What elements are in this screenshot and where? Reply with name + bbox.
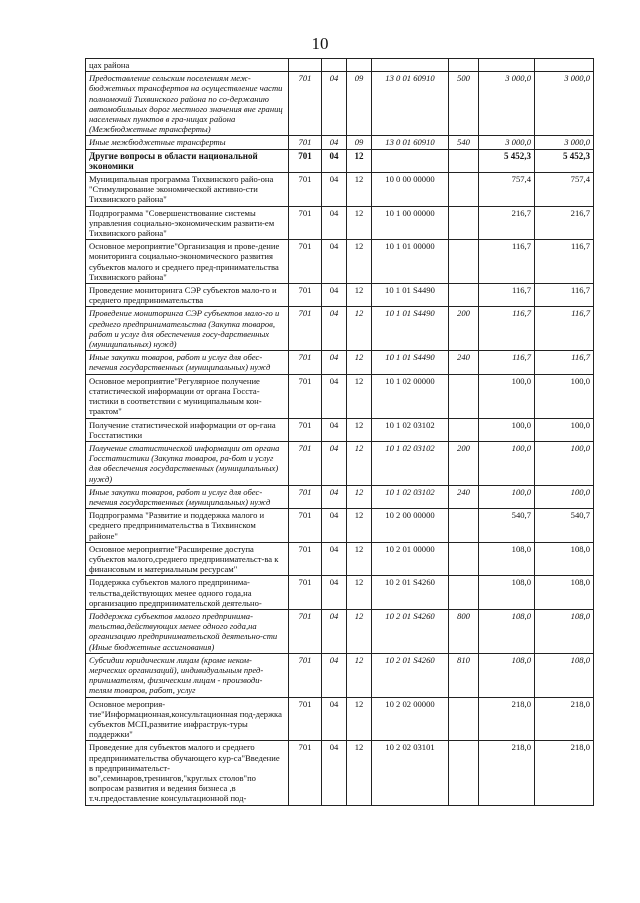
- row-rz-cell: 04: [322, 609, 347, 653]
- row-sum-2-cell: 108,0: [535, 542, 594, 576]
- row-cs-cell: 10 1 02 00000: [372, 374, 449, 418]
- row-sum-1-cell: 116,7: [479, 351, 535, 374]
- row-rz-cell: 04: [322, 741, 347, 805]
- table-row: [86, 173, 594, 207]
- row-pr-cell: 12: [347, 206, 372, 240]
- row-sum-2-cell: 116,7: [535, 351, 594, 374]
- row-gr-cell: 701: [289, 136, 322, 149]
- table-row: [86, 59, 594, 72]
- row-rz-cell: 04: [322, 149, 347, 172]
- row-name-cell: Основное мероприятие"Организация и прове-дение мониторинга социально-экономического развития субъектов малого и среднего пред-принимательства Тихвинского района": [86, 240, 289, 284]
- row-vr-cell: [449, 173, 479, 207]
- row-name-cell: Основное мероприя-тие"Информационная,консультационная под-держка субъектов МСП,развитие инфраструк-туры поддержки": [86, 697, 289, 741]
- row-name-cell: Получение статистической информации от органа Госстатистики (Закупка товаров, ра-бот и услуг для обеспечения государственных (муниципальных) нужд): [86, 441, 289, 485]
- row-cs-cell: 10 1 00 00000: [372, 206, 449, 240]
- row-cs-cell: 10 1 02 03102: [372, 418, 449, 441]
- row-gr-cell: 701: [289, 173, 322, 207]
- row-sum-1-cell: 3 000,0: [479, 136, 535, 149]
- row-rz-cell: 04: [322, 374, 347, 418]
- row-sum-2-cell: 100,0: [535, 418, 594, 441]
- row-cs-cell: 13 0 01 60910: [372, 136, 449, 149]
- row-pr-cell: 12: [347, 374, 372, 418]
- row-sum-1-cell: 218,0: [479, 697, 535, 741]
- row-pr-cell: 12: [347, 240, 372, 284]
- row-vr-cell: [449, 240, 479, 284]
- row-sum-2-cell: 3 000,0: [535, 72, 594, 136]
- row-gr-cell: 701: [289, 509, 322, 543]
- row-name-cell: Проведение мониторинга СЭР субъектов мало-го и среднего предпринимательства: [86, 284, 289, 307]
- row-vr-cell: [449, 576, 479, 610]
- row-name-cell: цах района: [86, 59, 289, 72]
- row-name-cell: Основное мероприятие"Расширение доступа субъектов малого,среднего предпринимательст-ва к финансовым и материальным ресурсам": [86, 542, 289, 576]
- row-rz-cell: 04: [322, 418, 347, 441]
- row-sum-1-cell: 218,0: [479, 741, 535, 805]
- table-row: [86, 149, 594, 172]
- row-sum-2-cell: 108,0: [535, 609, 594, 653]
- row-cs-cell: 10 2 00 00000: [372, 509, 449, 543]
- row-pr-cell: 12: [347, 173, 372, 207]
- row-vr-cell: 240: [449, 351, 479, 374]
- row-vr-cell: [449, 509, 479, 543]
- row-sum-2-cell: 116,7: [535, 240, 594, 284]
- table-row: [86, 374, 594, 418]
- table-row: [86, 441, 594, 485]
- table-row: [86, 72, 594, 136]
- row-cs-cell: 13 0 01 60910: [372, 72, 449, 136]
- row-cs-cell: 10 2 01 00000: [372, 542, 449, 576]
- row-gr-cell: 701: [289, 741, 322, 805]
- row-name-cell: Проведение для субъектов малого и среднего предпринимательства обучающего кур-са"Введение в предпринимательст-во",семинаров,тренингов,"круглых столов"по вопросам развития и ведения бизнеса ,в т.ч.предоставление консультационной под-: [86, 741, 289, 805]
- row-name-cell: Получение статистической информации от ор-гана Госстатистики: [86, 418, 289, 441]
- row-rz-cell: 04: [322, 485, 347, 508]
- row-sum-2-cell: 3 000,0: [535, 136, 594, 149]
- row-name-cell: Проведение мониторинга СЭР субъектов мало-го и среднего предпринимательства (Закупка товаров, работ и услуг для обеспечения госу-дарственных (муниципальных) нужд): [86, 307, 289, 351]
- row-rz-cell: 04: [322, 542, 347, 576]
- row-rz-cell: 04: [322, 576, 347, 610]
- row-gr-cell: 701: [289, 284, 322, 307]
- row-sum-2-cell: 5 452,3: [535, 149, 594, 172]
- row-sum-1-cell: 3 000,0: [479, 72, 535, 136]
- row-sum-1-cell: 108,0: [479, 609, 535, 653]
- row-rz-cell: 04: [322, 653, 347, 697]
- row-pr-cell: [347, 59, 372, 72]
- row-sum-1-cell: 116,7: [479, 240, 535, 284]
- row-sum-2-cell: 218,0: [535, 697, 594, 741]
- row-vr-cell: 800: [449, 609, 479, 653]
- row-sum-2-cell: 116,7: [535, 307, 594, 351]
- row-sum-1-cell: 100,0: [479, 374, 535, 418]
- row-cs-cell: [372, 149, 449, 172]
- row-sum-2-cell: 116,7: [535, 284, 594, 307]
- row-pr-cell: 09: [347, 136, 372, 149]
- row-cs-cell: 10 2 02 00000: [372, 697, 449, 741]
- row-name-cell: Основное мероприятие"Регулярное получение статистической информации от органа Госста-тистики в соответствии с муниципальным кон-трактом": [86, 374, 289, 418]
- row-gr-cell: 701: [289, 374, 322, 418]
- row-vr-cell: [449, 206, 479, 240]
- row-name-cell: Иные межбюджетные трансферты: [86, 136, 289, 149]
- row-pr-cell: 12: [347, 418, 372, 441]
- row-gr-cell: 701: [289, 351, 322, 374]
- row-rz-cell: 04: [322, 697, 347, 741]
- row-sum-1-cell: 108,0: [479, 653, 535, 697]
- row-rz-cell: 04: [322, 509, 347, 543]
- row-sum-1-cell: 108,0: [479, 542, 535, 576]
- row-cs-cell: 10 1 01 00000: [372, 240, 449, 284]
- row-pr-cell: 12: [347, 653, 372, 697]
- table-row: [86, 206, 594, 240]
- row-pr-cell: 12: [347, 697, 372, 741]
- row-rz-cell: [322, 59, 347, 72]
- row-sum-1-cell: 757,4: [479, 173, 535, 207]
- row-sum-1-cell: [479, 59, 535, 72]
- row-rz-cell: 04: [322, 351, 347, 374]
- row-sum-2-cell: 100,0: [535, 374, 594, 418]
- table-row: [86, 485, 594, 508]
- row-pr-cell: 12: [347, 284, 372, 307]
- table-row: [86, 136, 594, 149]
- budget-table: [85, 58, 594, 806]
- row-sum-1-cell: 5 452,3: [479, 149, 535, 172]
- row-name-cell: Поддержка субъектов малого предпринима-тельства,действующих менее одного года,на организацию предпринимательской деятельно-сти (Иные бюджетные ассигнования): [86, 609, 289, 653]
- row-sum-1-cell: 100,0: [479, 441, 535, 485]
- table-row: [86, 653, 594, 697]
- row-vr-cell: 200: [449, 307, 479, 351]
- table-row: [86, 697, 594, 741]
- row-vr-cell: [449, 697, 479, 741]
- row-cs-cell: 10 1 01 S4490: [372, 307, 449, 351]
- table-row: [86, 307, 594, 351]
- row-rz-cell: 04: [322, 240, 347, 284]
- row-vr-cell: [449, 284, 479, 307]
- row-sum-1-cell: 116,7: [479, 307, 535, 351]
- row-gr-cell: 701: [289, 653, 322, 697]
- table-row: [86, 576, 594, 610]
- row-gr-cell: 701: [289, 485, 322, 508]
- row-vr-cell: 200: [449, 441, 479, 485]
- table-row: [86, 351, 594, 374]
- row-pr-cell: 12: [347, 609, 372, 653]
- row-sum-1-cell: 100,0: [479, 485, 535, 508]
- row-sum-1-cell: 108,0: [479, 576, 535, 610]
- row-vr-cell: [449, 418, 479, 441]
- row-gr-cell: 701: [289, 418, 322, 441]
- row-cs-cell: [372, 59, 449, 72]
- row-pr-cell: 12: [347, 741, 372, 805]
- table-row: [86, 509, 594, 543]
- row-vr-cell: 540: [449, 136, 479, 149]
- page-number: 10: [311, 34, 329, 53]
- row-pr-cell: 12: [347, 307, 372, 351]
- row-name-cell: Иные закупки товаров, работ и услуг для обес-печения государственных (муниципальных) нужд: [86, 351, 289, 374]
- row-gr-cell: 701: [289, 72, 322, 136]
- row-pr-cell: 12: [347, 441, 372, 485]
- row-cs-cell: 10 1 01 S4490: [372, 284, 449, 307]
- row-rz-cell: 04: [322, 72, 347, 136]
- row-cs-cell: 10 2 01 S4260: [372, 576, 449, 610]
- row-pr-cell: 12: [347, 149, 372, 172]
- row-cs-cell: 10 1 01 S4490: [372, 351, 449, 374]
- row-gr-cell: 701: [289, 576, 322, 610]
- row-sum-1-cell: 216,7: [479, 206, 535, 240]
- row-rz-cell: 04: [322, 173, 347, 207]
- row-pr-cell: 09: [347, 72, 372, 136]
- row-gr-cell: 701: [289, 542, 322, 576]
- row-sum-2-cell: 757,4: [535, 173, 594, 207]
- row-pr-cell: 12: [347, 351, 372, 374]
- row-name-cell: Субсидии юридическим лицам (кроме неком-мерческих организаций), индивидуальным пред-принимателям, физическим лицам - производи-телям товаров, работ, услуг: [86, 653, 289, 697]
- row-sum-1-cell: 540,7: [479, 509, 535, 543]
- row-gr-cell: 701: [289, 149, 322, 172]
- row-pr-cell: 12: [347, 509, 372, 543]
- row-sum-2-cell: 108,0: [535, 576, 594, 610]
- table-row: [86, 284, 594, 307]
- row-rz-cell: 04: [322, 284, 347, 307]
- table-row: [86, 542, 594, 576]
- row-name-cell: Иные закупки товаров, работ и услуг для обес-печения государственных (муниципальных) нужд: [86, 485, 289, 508]
- row-pr-cell: 12: [347, 576, 372, 610]
- row-rz-cell: 04: [322, 136, 347, 149]
- table-row: [86, 418, 594, 441]
- table-row: [86, 741, 594, 805]
- row-cs-cell: 10 2 01 S4260: [372, 653, 449, 697]
- row-sum-2-cell: 218,0: [535, 741, 594, 805]
- row-sum-2-cell: 100,0: [535, 485, 594, 508]
- row-rz-cell: 04: [322, 441, 347, 485]
- row-gr-cell: 701: [289, 307, 322, 351]
- row-sum-2-cell: 540,7: [535, 509, 594, 543]
- row-rz-cell: 04: [322, 307, 347, 351]
- row-name-cell: Подпрограмма "Развитие и поддержка малого и среднего предпринимательства в Тихвинском районе": [86, 509, 289, 543]
- row-vr-cell: [449, 741, 479, 805]
- row-vr-cell: [449, 149, 479, 172]
- row-cs-cell: 10 2 01 S4260: [372, 609, 449, 653]
- row-name-cell: Муниципальная программа Тихвинского райо-она "Стимулирование экономической активно-сти Тихвинского района": [86, 173, 289, 207]
- row-pr-cell: 12: [347, 542, 372, 576]
- row-name-cell: Предоставление сельским поселениям меж-бюджетных трансфертов на осуществление части полномочий Тихвинского района по со-держанию автомобильных дорог местного значения вне границ населенных пунктов в гра-ницах района (Межбюджетные трансферты): [86, 72, 289, 136]
- row-gr-cell: 701: [289, 240, 322, 284]
- table-row: [86, 240, 594, 284]
- row-gr-cell: 701: [289, 441, 322, 485]
- row-gr-cell: 701: [289, 609, 322, 653]
- row-sum-1-cell: 100,0: [479, 418, 535, 441]
- row-cs-cell: 10 1 02 03102: [372, 441, 449, 485]
- row-sum-1-cell: 116,7: [479, 284, 535, 307]
- row-gr-cell: 701: [289, 206, 322, 240]
- row-name-cell: Поддержка субъектов малого предпринима-тельства,действующих менее одного года,на организацию предпринимательской деятельно-: [86, 576, 289, 610]
- row-rz-cell: 04: [322, 206, 347, 240]
- row-sum-2-cell: 100,0: [535, 441, 594, 485]
- row-sum-2-cell: [535, 59, 594, 72]
- row-name-cell: Подпрограмма "Совершенствование системы управления социально-экономическим развити-ем Тихвинского района": [86, 206, 289, 240]
- row-vr-cell: [449, 374, 479, 418]
- row-vr-cell: 240: [449, 485, 479, 508]
- row-vr-cell: [449, 542, 479, 576]
- row-vr-cell: [449, 59, 479, 72]
- row-cs-cell: 10 0 00 00000: [372, 173, 449, 207]
- row-name-cell: Другие вопросы в области национальной экономики: [86, 149, 289, 172]
- row-cs-cell: 10 1 02 03102: [372, 485, 449, 508]
- row-gr-cell: 701: [289, 697, 322, 741]
- row-cs-cell: 10 2 02 03101: [372, 741, 449, 805]
- row-sum-2-cell: 216,7: [535, 206, 594, 240]
- row-pr-cell: 12: [347, 485, 372, 508]
- row-sum-2-cell: 108,0: [535, 653, 594, 697]
- table-row: [86, 609, 594, 653]
- row-vr-cell: 500: [449, 72, 479, 136]
- row-vr-cell: 810: [449, 653, 479, 697]
- row-gr-cell: [289, 59, 322, 72]
